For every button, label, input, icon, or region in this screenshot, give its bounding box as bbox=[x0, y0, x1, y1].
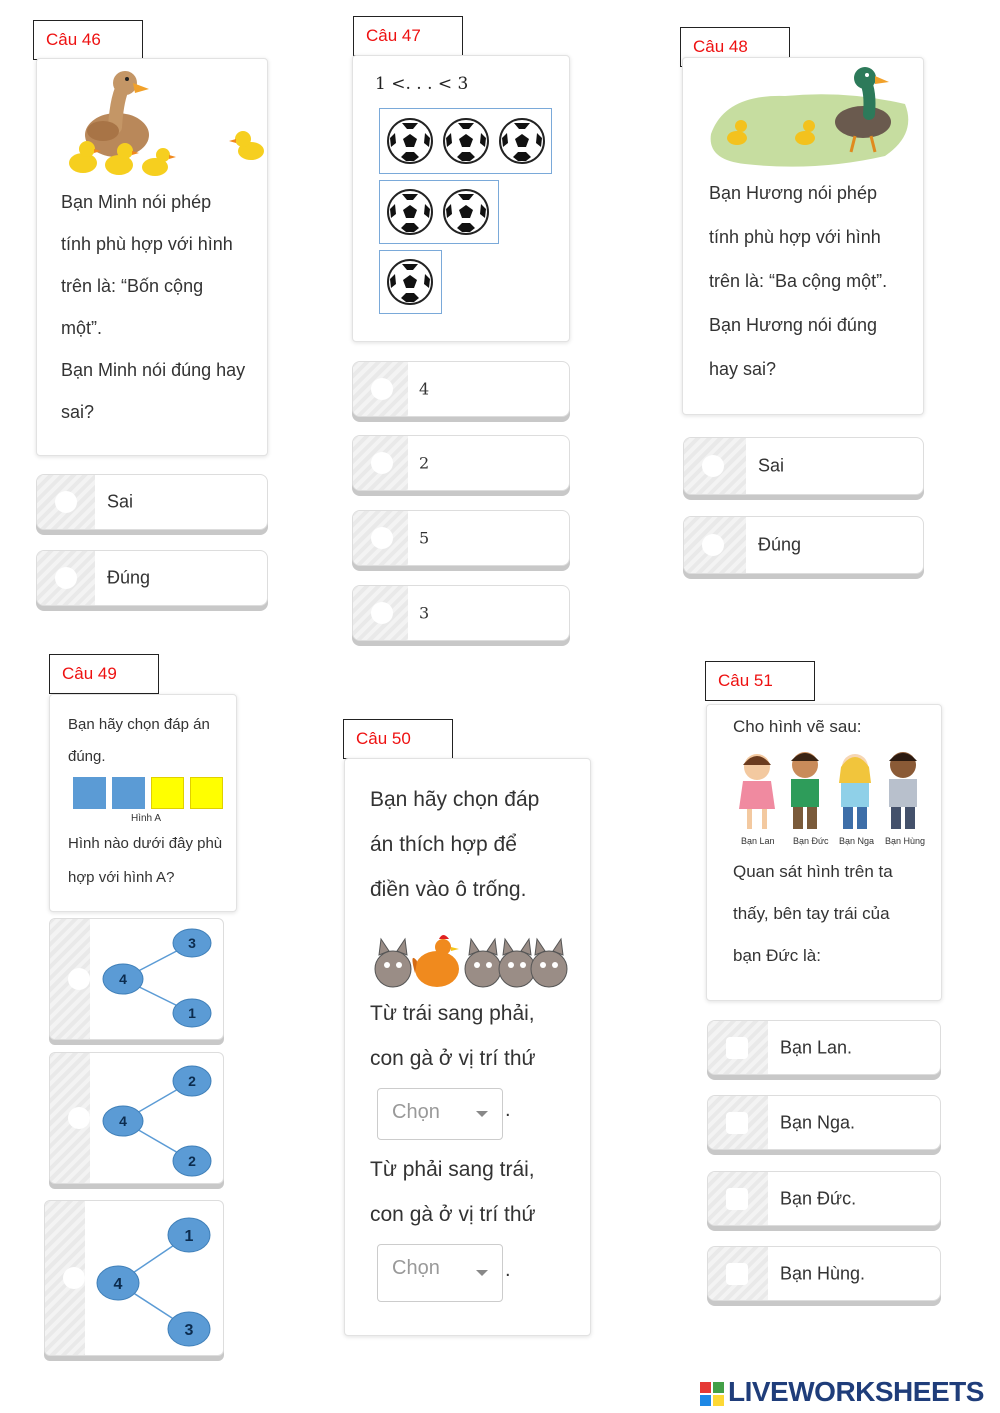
figure-a-square bbox=[112, 777, 145, 809]
checkbox-icon bbox=[708, 1096, 768, 1149]
position-select-left-to-right[interactable] bbox=[377, 1088, 503, 1140]
q49-text-line: Bạn hãy chọn đáp án bbox=[68, 716, 210, 733]
question-46-card bbox=[36, 58, 268, 456]
q46-text-line: sai? bbox=[61, 402, 95, 422]
q47-option-3[interactable] bbox=[352, 585, 570, 641]
question-47-card bbox=[352, 55, 570, 342]
q49-option-tree-3[interactable] bbox=[44, 1200, 224, 1356]
bond-root: 4 bbox=[119, 1113, 127, 1129]
q50-text-line: con gà ở vị trí thứ bbox=[370, 1047, 536, 1070]
q46-text-line: một”. bbox=[61, 318, 103, 338]
q48-text-line: trên là: “Ba cộng một”. bbox=[709, 271, 888, 291]
option-label: Sai bbox=[758, 455, 785, 476]
question-47-label: Câu 47 bbox=[353, 16, 463, 56]
q51-intro: Cho hình vẽ sau: bbox=[733, 717, 862, 736]
cats-and-chicken-image bbox=[371, 933, 581, 993]
q46-option-dung[interactable] bbox=[36, 550, 268, 606]
q47-option-4[interactable] bbox=[352, 361, 570, 417]
bond-top: 2 bbox=[188, 1073, 196, 1089]
ducks-on-grass-image bbox=[705, 64, 915, 174]
q50-text-line: con gà ở vị trí thứ bbox=[370, 1203, 536, 1226]
radio-icon bbox=[353, 511, 408, 565]
q48-option-sai[interactable] bbox=[683, 437, 924, 495]
chevron-down-icon bbox=[476, 1270, 488, 1276]
q50-text-line: án thích hợp để bbox=[370, 833, 517, 856]
q50-text-line: Từ trái sang phải, bbox=[370, 1002, 535, 1025]
question-46-label: Câu 46 bbox=[33, 20, 143, 60]
q50-text-line: Bạn hãy chọn đáp bbox=[370, 788, 540, 811]
q50-text-line: điền vào ô trống. bbox=[370, 878, 527, 901]
checkbox-icon bbox=[708, 1021, 768, 1074]
question-49-label: Câu 49 bbox=[49, 654, 159, 694]
option-label: Bạn Lan. bbox=[780, 1037, 853, 1057]
option-label: Bạn Nga. bbox=[780, 1112, 856, 1132]
radio-icon bbox=[37, 551, 95, 605]
brand-name: LIVEWORKSHEETS bbox=[728, 1376, 984, 1407]
question-48-label: Câu 48 bbox=[680, 27, 790, 67]
q51-text-line: thấy, bên tay trái của bbox=[733, 904, 890, 923]
bond-bottom: 1 bbox=[188, 1005, 196, 1021]
question-50-label: Câu 50 bbox=[343, 719, 453, 759]
checkbox-icon bbox=[708, 1172, 768, 1225]
q48-text-line: Bạn Hương nói đúng bbox=[709, 315, 877, 335]
q51-option-ban-nga[interactable] bbox=[707, 1095, 941, 1150]
bond-bottom: 2 bbox=[188, 1153, 196, 1169]
bond-bottom: 3 bbox=[184, 1322, 194, 1339]
q46-text-line: Bạn Minh nói đúng hay bbox=[61, 360, 246, 380]
q46-text-line: trên là: “Bốn cộng bbox=[61, 276, 204, 296]
option-label: Bạn Hùng. bbox=[780, 1263, 866, 1283]
radio-icon bbox=[353, 436, 408, 490]
select-placeholder: Chọn bbox=[392, 1101, 440, 1123]
bond-top: 3 bbox=[188, 935, 196, 951]
bond-top: 1 bbox=[184, 1228, 194, 1245]
period: . bbox=[505, 1099, 511, 1121]
inequality-expression: 1 <. . . < 3 bbox=[375, 74, 469, 94]
logo-icon bbox=[700, 1382, 724, 1406]
q49-text-line: đúng. bbox=[68, 748, 106, 765]
figure-a-square bbox=[151, 777, 184, 809]
q49-option-tree-1[interactable] bbox=[49, 918, 224, 1040]
chevron-down-icon bbox=[476, 1111, 488, 1117]
kid-name-duc: Bạn Đức bbox=[793, 836, 829, 846]
q50-text-line: Từ phải sang trái, bbox=[370, 1158, 535, 1181]
q49-text-line: hợp với hình A? bbox=[68, 869, 175, 886]
q46-option-sai[interactable] bbox=[36, 474, 268, 530]
select-placeholder: Chọn bbox=[392, 1257, 440, 1279]
option-label: Đúng bbox=[758, 534, 802, 555]
question-48-card bbox=[682, 57, 924, 415]
q51-option-ban-hung[interactable] bbox=[707, 1246, 941, 1301]
question-50-card bbox=[344, 758, 591, 1336]
option-label: Đúng bbox=[107, 567, 151, 588]
radio-icon bbox=[353, 362, 408, 416]
option-label: 2 bbox=[419, 453, 430, 473]
q51-text-line: bạn Đức là: bbox=[733, 946, 821, 965]
q47-option-5[interactable] bbox=[352, 510, 570, 566]
position-select-right-to-left[interactable] bbox=[377, 1244, 503, 1302]
option-label: Bạn Đức. bbox=[780, 1188, 857, 1208]
bond-root: 4 bbox=[119, 971, 127, 987]
option-label: 4 bbox=[419, 379, 430, 399]
soccer-balls-image bbox=[353, 56, 571, 343]
option-label: Sai bbox=[107, 491, 134, 512]
q51-text-line: Quan sát hình trên ta bbox=[733, 862, 893, 881]
q46-text-line: tính phù hợp với hình bbox=[61, 234, 233, 254]
checkbox-icon bbox=[708, 1247, 768, 1300]
q48-text-line: tính phù hợp với hình bbox=[709, 227, 881, 247]
bond-root: 4 bbox=[113, 1276, 123, 1293]
radio-icon bbox=[684, 517, 746, 573]
q49-option-tree-2[interactable] bbox=[49, 1052, 224, 1184]
question-51-card bbox=[706, 704, 942, 1001]
q47-option-2[interactable] bbox=[352, 435, 570, 491]
liveworksheets-logo bbox=[700, 1376, 984, 1408]
question-51-label: Câu 51 bbox=[705, 661, 815, 701]
q49-text-line: Hình nào dưới đây phù bbox=[68, 835, 223, 852]
radio-icon bbox=[684, 438, 746, 494]
kid-name-hung: Bạn Hùng bbox=[885, 836, 926, 846]
duck-family-image bbox=[55, 65, 265, 185]
radio-icon bbox=[45, 1201, 85, 1355]
q48-option-dung[interactable] bbox=[683, 516, 924, 574]
kid-name-lan: Bạn Lan bbox=[741, 836, 775, 846]
kid-name-nga: Bạn Nga bbox=[839, 836, 875, 846]
q51-option-ban-duc[interactable] bbox=[707, 1171, 941, 1226]
number-bond-diagram bbox=[90, 1053, 224, 1184]
number-bond-diagram bbox=[90, 919, 224, 1040]
q46-text-line: Bạn Minh nói phép bbox=[61, 192, 212, 212]
figure-a-caption: Hình A bbox=[131, 813, 162, 824]
radio-icon bbox=[37, 475, 95, 529]
period: . bbox=[505, 1259, 511, 1281]
figure-a-square bbox=[73, 777, 106, 809]
radio-icon bbox=[353, 586, 408, 640]
number-bond-diagram bbox=[85, 1201, 224, 1356]
option-label: 3 bbox=[419, 603, 430, 623]
radio-icon bbox=[50, 1053, 90, 1183]
option-label: 5 bbox=[419, 528, 430, 548]
q48-text-line: Bạn Hương nói phép bbox=[709, 183, 877, 203]
figure-a-square bbox=[190, 777, 223, 809]
q51-option-ban-lan[interactable] bbox=[707, 1020, 941, 1075]
q48-text-line: hay sai? bbox=[709, 359, 777, 379]
radio-icon bbox=[50, 919, 90, 1039]
question-49-card bbox=[49, 694, 237, 912]
four-children-image bbox=[733, 747, 933, 837]
